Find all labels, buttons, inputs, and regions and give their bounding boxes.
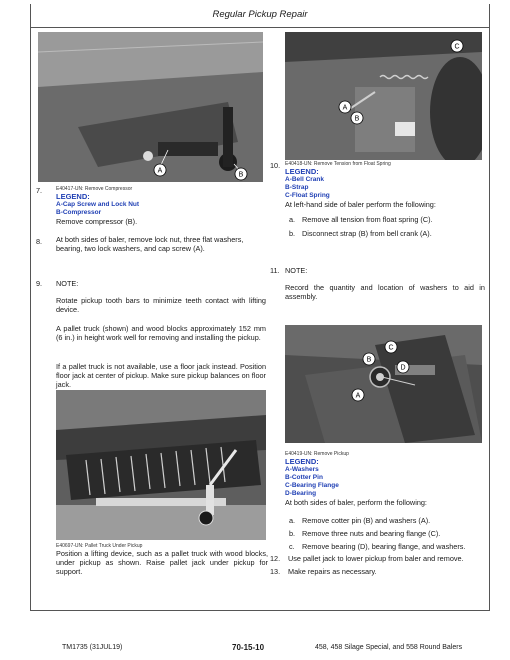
step-10-intro: At left-hand side of baler perform the following:: [285, 200, 436, 209]
callout-a: A: [342, 104, 348, 112]
remove-pickup-intro: At both sides of baler, perform the following:: [285, 498, 427, 507]
step-10b-text: Disconnect strap (B) from bell crank (A).: [302, 229, 432, 238]
step-11-number: 11.: [270, 266, 280, 275]
figure-remove-compressor: [38, 32, 263, 182]
step-9-number: 9.: [36, 279, 43, 288]
remove-pickup-b-letter: b.: [289, 529, 296, 538]
remove-pickup-b-text: Remove three nuts and bearing flange (C).: [302, 529, 441, 538]
remove-pickup-a-letter: a.: [289, 516, 296, 525]
step-7-number: 7.: [36, 186, 43, 195]
figure-remove-pickup-illustration: [285, 325, 482, 443]
step-7-legend-title: LEGEND:: [56, 192, 90, 201]
step-10-number: 10.: [270, 161, 281, 170]
step-13-number: 13.: [270, 567, 281, 576]
pallet-truck-text: Position a lifting device, such as a pallet truck with wood blocks, under pickup as shown. Raise pallet jack under pickup for support.: [56, 549, 268, 576]
step-7-legend-a: A-Cap Screw and Lock Nut: [56, 201, 140, 208]
step-11-note-label: NOTE:: [285, 266, 308, 275]
step-10-caption: E40418-UN: Remove Tension from Float Spring: [285, 161, 391, 167]
figure-float-spring: [285, 32, 482, 160]
callout-b: B: [354, 115, 360, 123]
remove-pickup-c-text: Remove bearing (D), bearing flange, and washers.: [302, 542, 466, 551]
figure-remove-compressor-illustration: [38, 32, 263, 182]
remove-pickup-legend-a: A-Washers: [285, 466, 319, 473]
step-10-block: [285, 161, 485, 209]
step-10-legend-a: A-Bell Crank: [285, 176, 325, 183]
step-13-text: Make repairs as necessary.: [288, 567, 377, 576]
footer-doc-id: TM1735 (31JUL19): [62, 644, 123, 651]
remove-pickup-a-text: Remove cotter pin (B) and washers (A).: [302, 516, 431, 525]
step-9-note-label: NOTE:: [56, 279, 79, 288]
page-header: [30, 4, 490, 28]
figure-pallet-truck-caption: E40697-UN: Pallet Truck Under Pickup: [56, 543, 143, 549]
step-10-legend-b: B-Strap: [285, 184, 309, 191]
step-9-note-p1: Rotate pickup tooth bars to minimize teeth contact with lifting device.: [56, 296, 266, 314]
step-7-text: Remove compressor (B).: [56, 217, 138, 226]
remove-pickup-legend-d: D-Bearing: [285, 490, 317, 497]
figure-pallet-truck-illustration: [56, 390, 266, 540]
step-7-caption: E40417-UN: Remove Compressor: [56, 186, 133, 192]
figure-remove-pickup: [285, 325, 482, 443]
callout-b: B: [366, 356, 372, 364]
step-12-text: Use pallet jack to lower pickup from baler and remove.: [288, 554, 464, 563]
step-7-legend-b: B-Compressor: [56, 209, 102, 216]
callout-d: D: [400, 364, 406, 372]
callout-a: A: [355, 392, 361, 400]
step-8-text: At both sides of baler, remove lock nut, three flat washers, bearing, two lock washers, and cap screw (A).: [56, 235, 244, 253]
callout-c: C: [388, 344, 394, 352]
footer-page-number: 70-15-10: [232, 643, 265, 652]
step-11-note-text: Record the quantity and location of washers to aid in assembly.: [285, 283, 485, 301]
step-10a-letter: a.: [289, 215, 296, 224]
remove-pickup-c-letter: c.: [289, 542, 295, 551]
remove-pickup-legend-title: LEGEND:: [285, 457, 319, 466]
step-10-legend-title: LEGEND:: [285, 167, 319, 176]
remove-pickup-legend-b: B-Cotter Pin: [285, 474, 323, 481]
figure-float-spring-illustration: [285, 32, 482, 160]
step-9-note-p2: A pallet truck (shown) and wood blocks approximately 152 mm (6 in.) in height work well for removing and installing the pickup.: [56, 324, 266, 342]
page-title: Regular Pickup Repair: [212, 9, 308, 20]
remove-pickup-legend-c: C-Bearing Flange: [285, 482, 339, 489]
step-10a-text: Remove all tension from float spring (C).: [302, 215, 433, 224]
callout-b: B: [238, 171, 244, 179]
step-10b-letter: b.: [289, 229, 296, 238]
figure-pallet-truck: [56, 390, 266, 540]
footer-product: 458, 458 Silage Special, and 558 Round Balers: [315, 644, 463, 651]
step-9-note-p3: If a pallet truck is not available, use a floor jack instead. Position floor jack at center of pickup. Make sure pickup balances on floor jack.: [56, 362, 266, 389]
step-8-number: 8.: [36, 237, 43, 246]
callout-c: C: [454, 43, 460, 51]
remove-pickup-caption: E40419-UN: Remove Pickup: [285, 451, 349, 457]
step-12-number: 12.: [270, 554, 281, 563]
callout-a: A: [157, 167, 163, 175]
step-7-block: [56, 186, 266, 226]
step-10-legend-c: C-Float Spring: [285, 192, 330, 199]
remove-pickup-block: [285, 451, 485, 507]
